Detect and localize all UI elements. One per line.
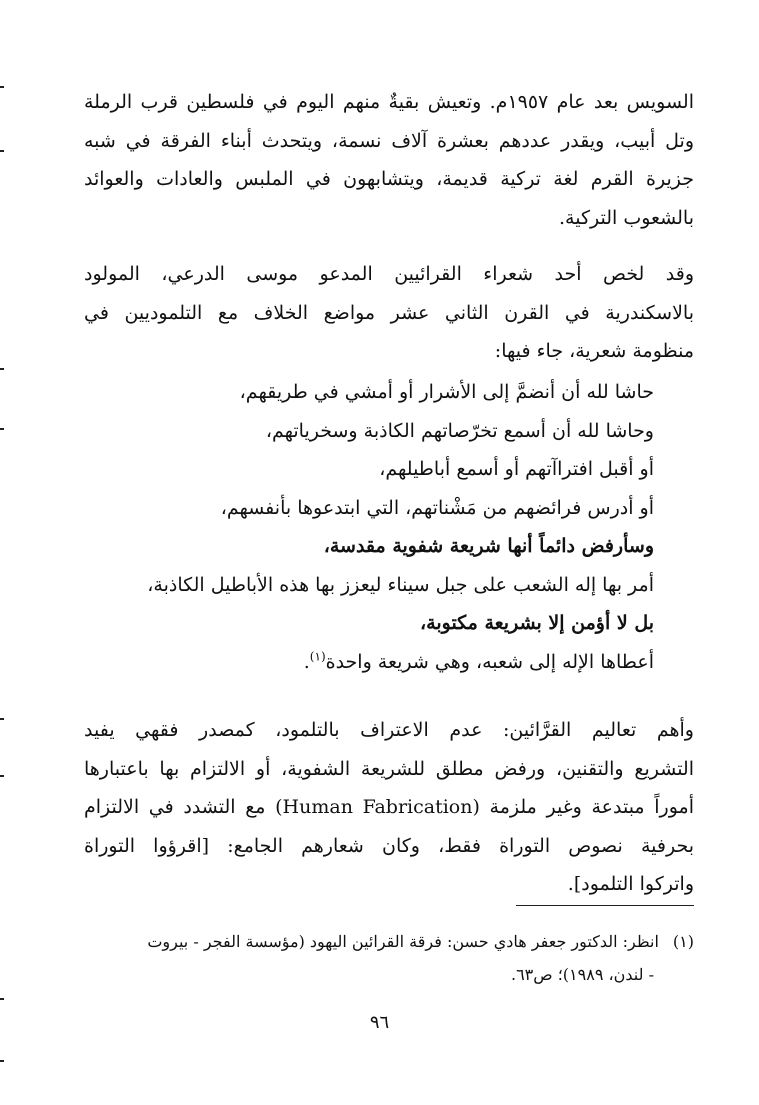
poem-verse: أو أدرس فرائضهم من مَشْناتهم، التي ابتدعوها بأنفسهم، [220, 496, 654, 519]
scan-margin-mark [0, 86, 4, 88]
scan-margin-mark [0, 150, 4, 152]
paragraph-line: منظومة شعرية، جاء فيها: [494, 340, 694, 362]
paragraph-line: بالشعوب التركية. [558, 206, 694, 229]
paragraph-line: جزيرة القرم لغة تركية قديمة، ويتشابهون في الملبس والعادات والعوائد [84, 168, 694, 190]
paragraph-1 [84, 83, 694, 237]
poem-quote [84, 373, 654, 681]
footnote-line-1 [84, 925, 694, 958]
scan-margin-mark [0, 428, 4, 430]
poem-verse: وحاشا لله أن أسمع تخرّصاتهم الكاذبة وسخرياتهم، [265, 419, 654, 442]
paragraph-3 [84, 711, 694, 904]
footnote-line-2: - لندن، ١٩٨٩)؛ ص٦٣. [510, 965, 654, 984]
paragraph-line: التشريع والتقنين، ورفض مطلق للشريعة الشفوية، أو الالتزام بها باعتبارها [84, 757, 694, 780]
footnote-divider [516, 905, 694, 906]
poem-verse-text: أعطاها الإله إلى شعبه، وهي شريعة واحدة [325, 650, 654, 673]
footnote-reference[interactable]: (١) [309, 649, 326, 664]
scan-margin-mark [0, 775, 4, 777]
poem-verse-bold: وسأرفض دائماً أنها شريعة شفوية مقدسة، [323, 535, 654, 557]
scan-margin-mark [0, 368, 4, 370]
poem-verse: أو أقبل افتراآتهم أو أسمع أباطيلهم، [379, 458, 654, 480]
paragraph-2 [84, 255, 694, 371]
paragraph-line: السويس بعد عام ١٩٥٧م. وتعيش بقيةٌ منهم اليوم في فلسطين قرب الرملة [84, 91, 694, 113]
scan-margin-mark [0, 998, 4, 1000]
paragraph-line: وقد لخص أحد شعراء القرائيين المدعو موسى الدرعي، المولود [84, 263, 694, 285]
scan-margin-mark [0, 1060, 4, 1062]
poem-verse-last [84, 643, 654, 682]
poem-verse: حاشا لله أن أنضمَّ إلى الأشرار أو أمشي في طريقهم، [239, 381, 654, 403]
footnote-text: انظر: الدكتور جعفر هادي حسن: فرقة القرائين اليهود (مؤسسة الفجر - بيروت [147, 932, 659, 951]
paragraph-line: واتركوا التلمود]. [567, 873, 694, 895]
footnote-marker: (١) [672, 932, 694, 951]
paragraph-line: وتل أبيب، ويقدر عددهم بعشرة آلاف نسمة، ويتحدث أبناء الفرقة في شبه [84, 129, 694, 152]
paragraph-line: بالاسكندرية في القرن الثاني عشر مواضع الخلاف مع التلموديين في [84, 301, 694, 324]
poem-verse: أمر بها إله الشعب على جبل سيناء ليعزز بها هذه الأباطيل الكاذبة، [147, 573, 654, 596]
poem-verse-bold: بل لا أؤمن إلا بشريعة مكتوبة، [420, 612, 654, 634]
footnote [84, 925, 694, 991]
page-number: ٩٦ [369, 1012, 390, 1033]
poem-end-punctuation: . [303, 650, 310, 673]
paragraph-line: أموراً مبتدعة وغير ملزمة (Human Fabrication) مع التشدد في الالتزام [84, 796, 694, 818]
paragraph-line: وأهم تعاليم القرَّائين: عدم الاعتراف بالتلمود، كمصدر فقهي يفيد [84, 719, 694, 741]
paragraph-line: بحرفية نصوص التوراة فقط، وكان شعارهم الجامع: [اقرؤوا التوراة [84, 834, 694, 857]
scan-margin-mark [0, 718, 4, 720]
